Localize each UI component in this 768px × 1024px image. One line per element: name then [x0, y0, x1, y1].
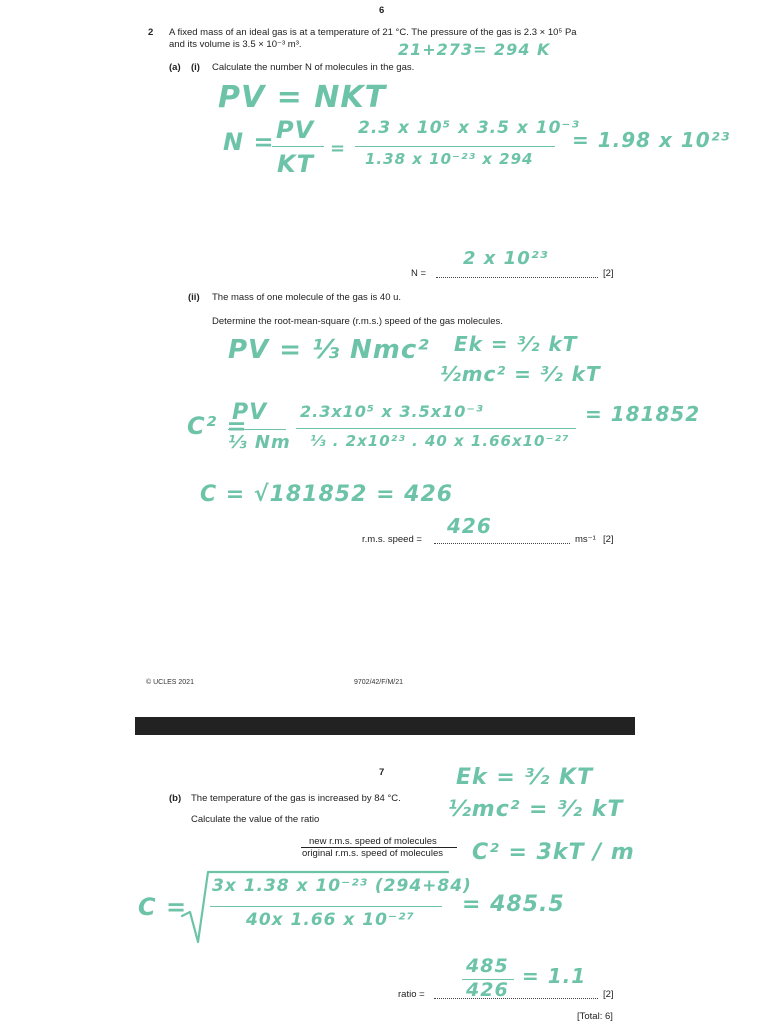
- handwritten-c2-calc-denominator: ⅓ . 2x10²³ . 40 x 1.66x10⁻²⁷: [310, 432, 570, 450]
- handwritten-c2-calc-numerator: 2.3x10⁵ x 3.5x10⁻³: [300, 402, 484, 421]
- total-marks: [Total: 6]: [577, 1011, 613, 1022]
- handwritten-rms-answer: 426: [447, 514, 492, 538]
- handwritten-c-b-result: = 485.5: [462, 892, 565, 917]
- handwritten-n-lhs: N =: [223, 128, 275, 156]
- n-marks: [2]: [603, 268, 614, 279]
- handwritten-ratio-numerator: 485: [466, 955, 509, 977]
- handwritten-c2-denominator: ⅓ Nm: [228, 432, 291, 453]
- part-i-label: (i): [191, 62, 200, 73]
- handwritten-c2-numerator: PV: [232, 400, 268, 425]
- handwritten-n-result: = 1.98 x 10²³: [572, 128, 731, 152]
- handwritten-c-value: C = √181852 = 426: [200, 482, 454, 507]
- rms-unit: ms⁻¹: [575, 534, 596, 545]
- handwritten-calc-numerator: 2.3 x 10⁵ x 3.5 x 10⁻³: [358, 118, 580, 138]
- handwritten-ek-b-2: ½mc² = ³⁄₂ kT: [448, 797, 624, 822]
- page-number: 6: [379, 5, 385, 16]
- ratio-denominator: original r.m.s. speed of molecules: [302, 848, 443, 859]
- ratio-marks: [2]: [603, 989, 614, 1000]
- handwritten-c2-b: C² = 3kT / m: [472, 840, 635, 865]
- footer-paper-code: 9702/42/F/M/21: [354, 679, 404, 686]
- handwritten-ratio-denominator: 426: [466, 979, 509, 1001]
- handwritten-temperature: 21+273= 294 K: [398, 40, 551, 59]
- handwritten-ratio-result: = 1.1: [522, 964, 587, 988]
- question-number: 2: [148, 27, 154, 38]
- rms-marks: [2]: [603, 534, 614, 545]
- ratio-numerator: new r.m.s. speed of molecules: [309, 836, 437, 847]
- handwritten-ek-1: Ek = ³⁄₂ kT: [454, 332, 578, 356]
- page-divider: [135, 717, 635, 735]
- part-ii-label: (ii): [188, 292, 200, 303]
- page-number-2: 7: [379, 767, 385, 778]
- handwritten-ek-2: ½mc² = ³⁄₂ kT: [440, 362, 601, 386]
- handwritten-c2-lhs: C² =: [187, 412, 248, 440]
- n-answer-line: [436, 277, 598, 278]
- handwritten-n-denominator: KT: [277, 150, 314, 178]
- handwritten-c-b-lhs: C =: [138, 893, 188, 921]
- part-b-label: (b): [169, 793, 182, 804]
- part-b-text-2: Calculate the value of the ratio: [191, 814, 320, 825]
- part-i-text: Calculate the number N of molecules in the gas.: [212, 62, 415, 73]
- ratio-answer-line: [434, 998, 598, 999]
- handwritten-ideal-gas-equation: PV = NKT: [218, 80, 387, 115]
- handwritten-equals: =: [330, 138, 347, 159]
- handwritten-c2-result: = 181852: [585, 402, 701, 426]
- handwritten-ek-b-1: Ek = ³⁄₂ KT: [456, 765, 594, 790]
- ratio-answer-label: ratio =: [398, 989, 425, 1000]
- part-ii-text-1: The mass of one molecule of the gas is 40 u.: [212, 292, 402, 303]
- handwritten-kinetic-theory-equation: PV = ⅓ Nmc²: [228, 335, 430, 365]
- question-line-2: and its volume is 3.5 × 10⁻³ m³.: [169, 39, 302, 50]
- part-b-text-1: The temperature of the gas is increased by 84 °C.: [191, 793, 401, 804]
- handwritten-c-b-denominator: 40x 1.66 x 10⁻²⁷: [246, 910, 415, 930]
- handwritten-c-b-numerator: 3x 1.38 x 10⁻²³ (294+84): [212, 876, 472, 896]
- rms-answer-line: [434, 543, 570, 544]
- question-line-1: A fixed mass of an ideal gas is at a temperature of 21 °C. The pressure of the gas is 2.3 × 10⁵ Pa: [169, 27, 577, 38]
- part-ii-text-2: Determine the root-mean-square (r.m.s.) speed of the gas molecules.: [212, 316, 503, 327]
- handwritten-n-answer: 2 x 10²³: [463, 248, 549, 269]
- footer-copyright: © UCLES 2021: [146, 679, 194, 686]
- part-a-label: (a): [169, 62, 181, 73]
- handwritten-n-numerator: PV: [276, 116, 315, 144]
- rms-answer-label: r.m.s. speed =: [362, 534, 422, 545]
- handwritten-calc-denominator: 1.38 x 10⁻²³ x 294: [365, 150, 534, 168]
- n-answer-label: N =: [411, 268, 427, 279]
